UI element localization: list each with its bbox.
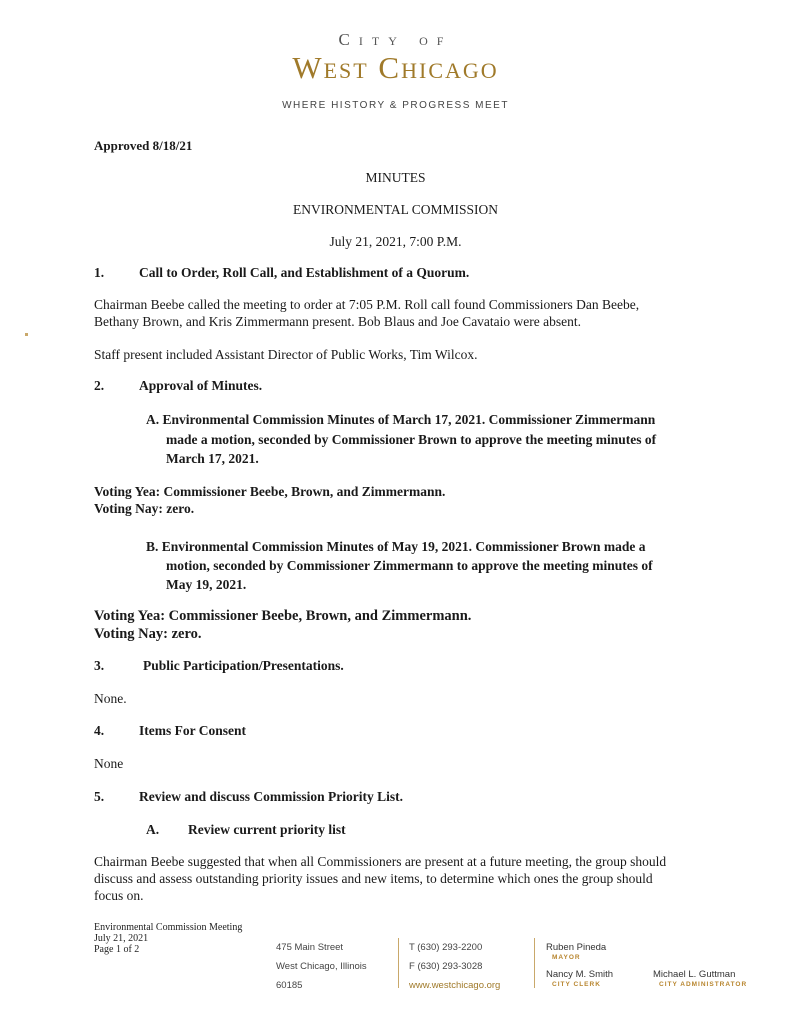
footer-admin-name: Michael L. Guttman — [653, 969, 736, 980]
section-4-body: None — [94, 756, 124, 771]
item-a-voting-yea: Voting Yea: Commissioner Beebe, Brown, and Zimmermann. — [94, 484, 446, 499]
letterhead-city-name: West Chicago — [292, 50, 499, 85]
footer-mayor-name: Ruben Pineda — [546, 942, 607, 953]
section-1-line-1: Chairman Beebe called the meeting to order at 7:05 P.M. Roll call found Commissioners Dan Beebe, — [94, 297, 640, 312]
section-5-line-2: discuss and assess outstanding priority issues and new items, to determine which ones the group should — [94, 871, 653, 886]
section-3-body: None. — [94, 691, 127, 706]
footer-address — [276, 938, 367, 995]
item-b-line-2: motion, seconded by Commissioner Zimmermann to approve the meeting minutes of — [166, 558, 653, 573]
section-5-number: 5. — [94, 789, 105, 804]
footer-address-city: West Chicago, Illinois — [276, 961, 367, 972]
section-4-number: 4. — [94, 723, 105, 738]
footer-address-street: 475 Main Street — [276, 942, 344, 953]
staff-present: Staff present included Assistant Director of Public Works, Tim Wilcox. — [94, 347, 478, 362]
footer-divider-2 — [534, 938, 535, 988]
letterhead-city-of: City of — [338, 30, 453, 49]
section-1-heading: Call to Order, Roll Call, and Establishment of a Quorum. — [139, 265, 470, 280]
section-5-sub-letter: A. — [146, 822, 160, 837]
letterhead-tagline: WHERE HISTORY & PROGRESS MEET — [282, 100, 509, 111]
document-title: MINUTES — [365, 170, 426, 185]
section-4-heading: Items For Consent — [139, 723, 246, 738]
item-a-line-1: A. Environmental Commission Minutes of March 17, 2021. Commissioner Zimmermann — [146, 412, 656, 427]
item-a-line-2: made a motion, seconded by Commissioner Brown to approve the meeting minutes of — [166, 432, 657, 447]
footer-contact — [409, 938, 500, 995]
item-a-line-3: March 17, 2021. — [166, 451, 259, 466]
section-5-line-1: Chairman Beebe suggested that when all Commissioners are present at a future meeting, the group should — [94, 854, 667, 869]
footer-address-zip: 60185 — [276, 980, 303, 991]
section-3-heading: Public Participation/Presentations. — [143, 658, 344, 673]
scan-speck — [25, 333, 28, 336]
footer-meeting: Environmental Commission Meeting — [94, 922, 243, 933]
item-b-line-1: B. Environmental Commission Minutes of May 19, 2021. Commissioner Brown made a — [146, 539, 646, 554]
footer-page-number: Page 1 of 2 — [94, 944, 140, 955]
footer-admin-role: CITY ADMINISTRATOR — [659, 981, 748, 988]
item-b-voting-yea: Voting Yea: Commissioner Beebe, Brown, and Zimmermann. — [94, 608, 472, 624]
item-b-voting-nay: Voting Nay: zero. — [94, 626, 202, 642]
footer-phone: T (630) 293-2200 — [409, 942, 483, 953]
meeting-date: July 21, 2021, 7:00 P.M. — [329, 234, 462, 249]
section-5-heading: Review and discuss Commission Priority List. — [139, 789, 404, 804]
footer-clerk-name: Nancy M. Smith — [546, 969, 614, 980]
section-2-number: 2. — [94, 378, 105, 393]
footer-mayor-role: MAYOR — [552, 954, 581, 961]
footer-clerk-role: CITY CLERK — [552, 981, 601, 988]
footer-fax: F (630) 293-3028 — [409, 961, 483, 972]
section-5-sub-heading: Review current priority list — [188, 822, 346, 837]
section-5-line-3: focus on. — [94, 888, 144, 903]
approved-stamp: Approved 8/18/21 — [94, 138, 193, 153]
item-a-voting-nay: Voting Nay: zero. — [94, 501, 195, 516]
section-2-heading: Approval of Minutes. — [139, 378, 263, 393]
section-3-number: 3. — [94, 658, 105, 673]
item-b-line-3: May 19, 2021. — [166, 577, 247, 592]
footer-date: July 21, 2021 — [94, 933, 149, 944]
footer-divider-1 — [398, 938, 399, 988]
footer-website-link[interactable]: www.westchicago.org — [409, 980, 501, 991]
commission-name: ENVIRONMENTAL COMMISSION — [292, 202, 499, 217]
section-1-number: 1. — [94, 265, 105, 280]
section-1-line-2: Bethany Brown, and Kris Zimmermann present. Bob Blaus and Joe Cavataio were absent. — [94, 314, 582, 329]
